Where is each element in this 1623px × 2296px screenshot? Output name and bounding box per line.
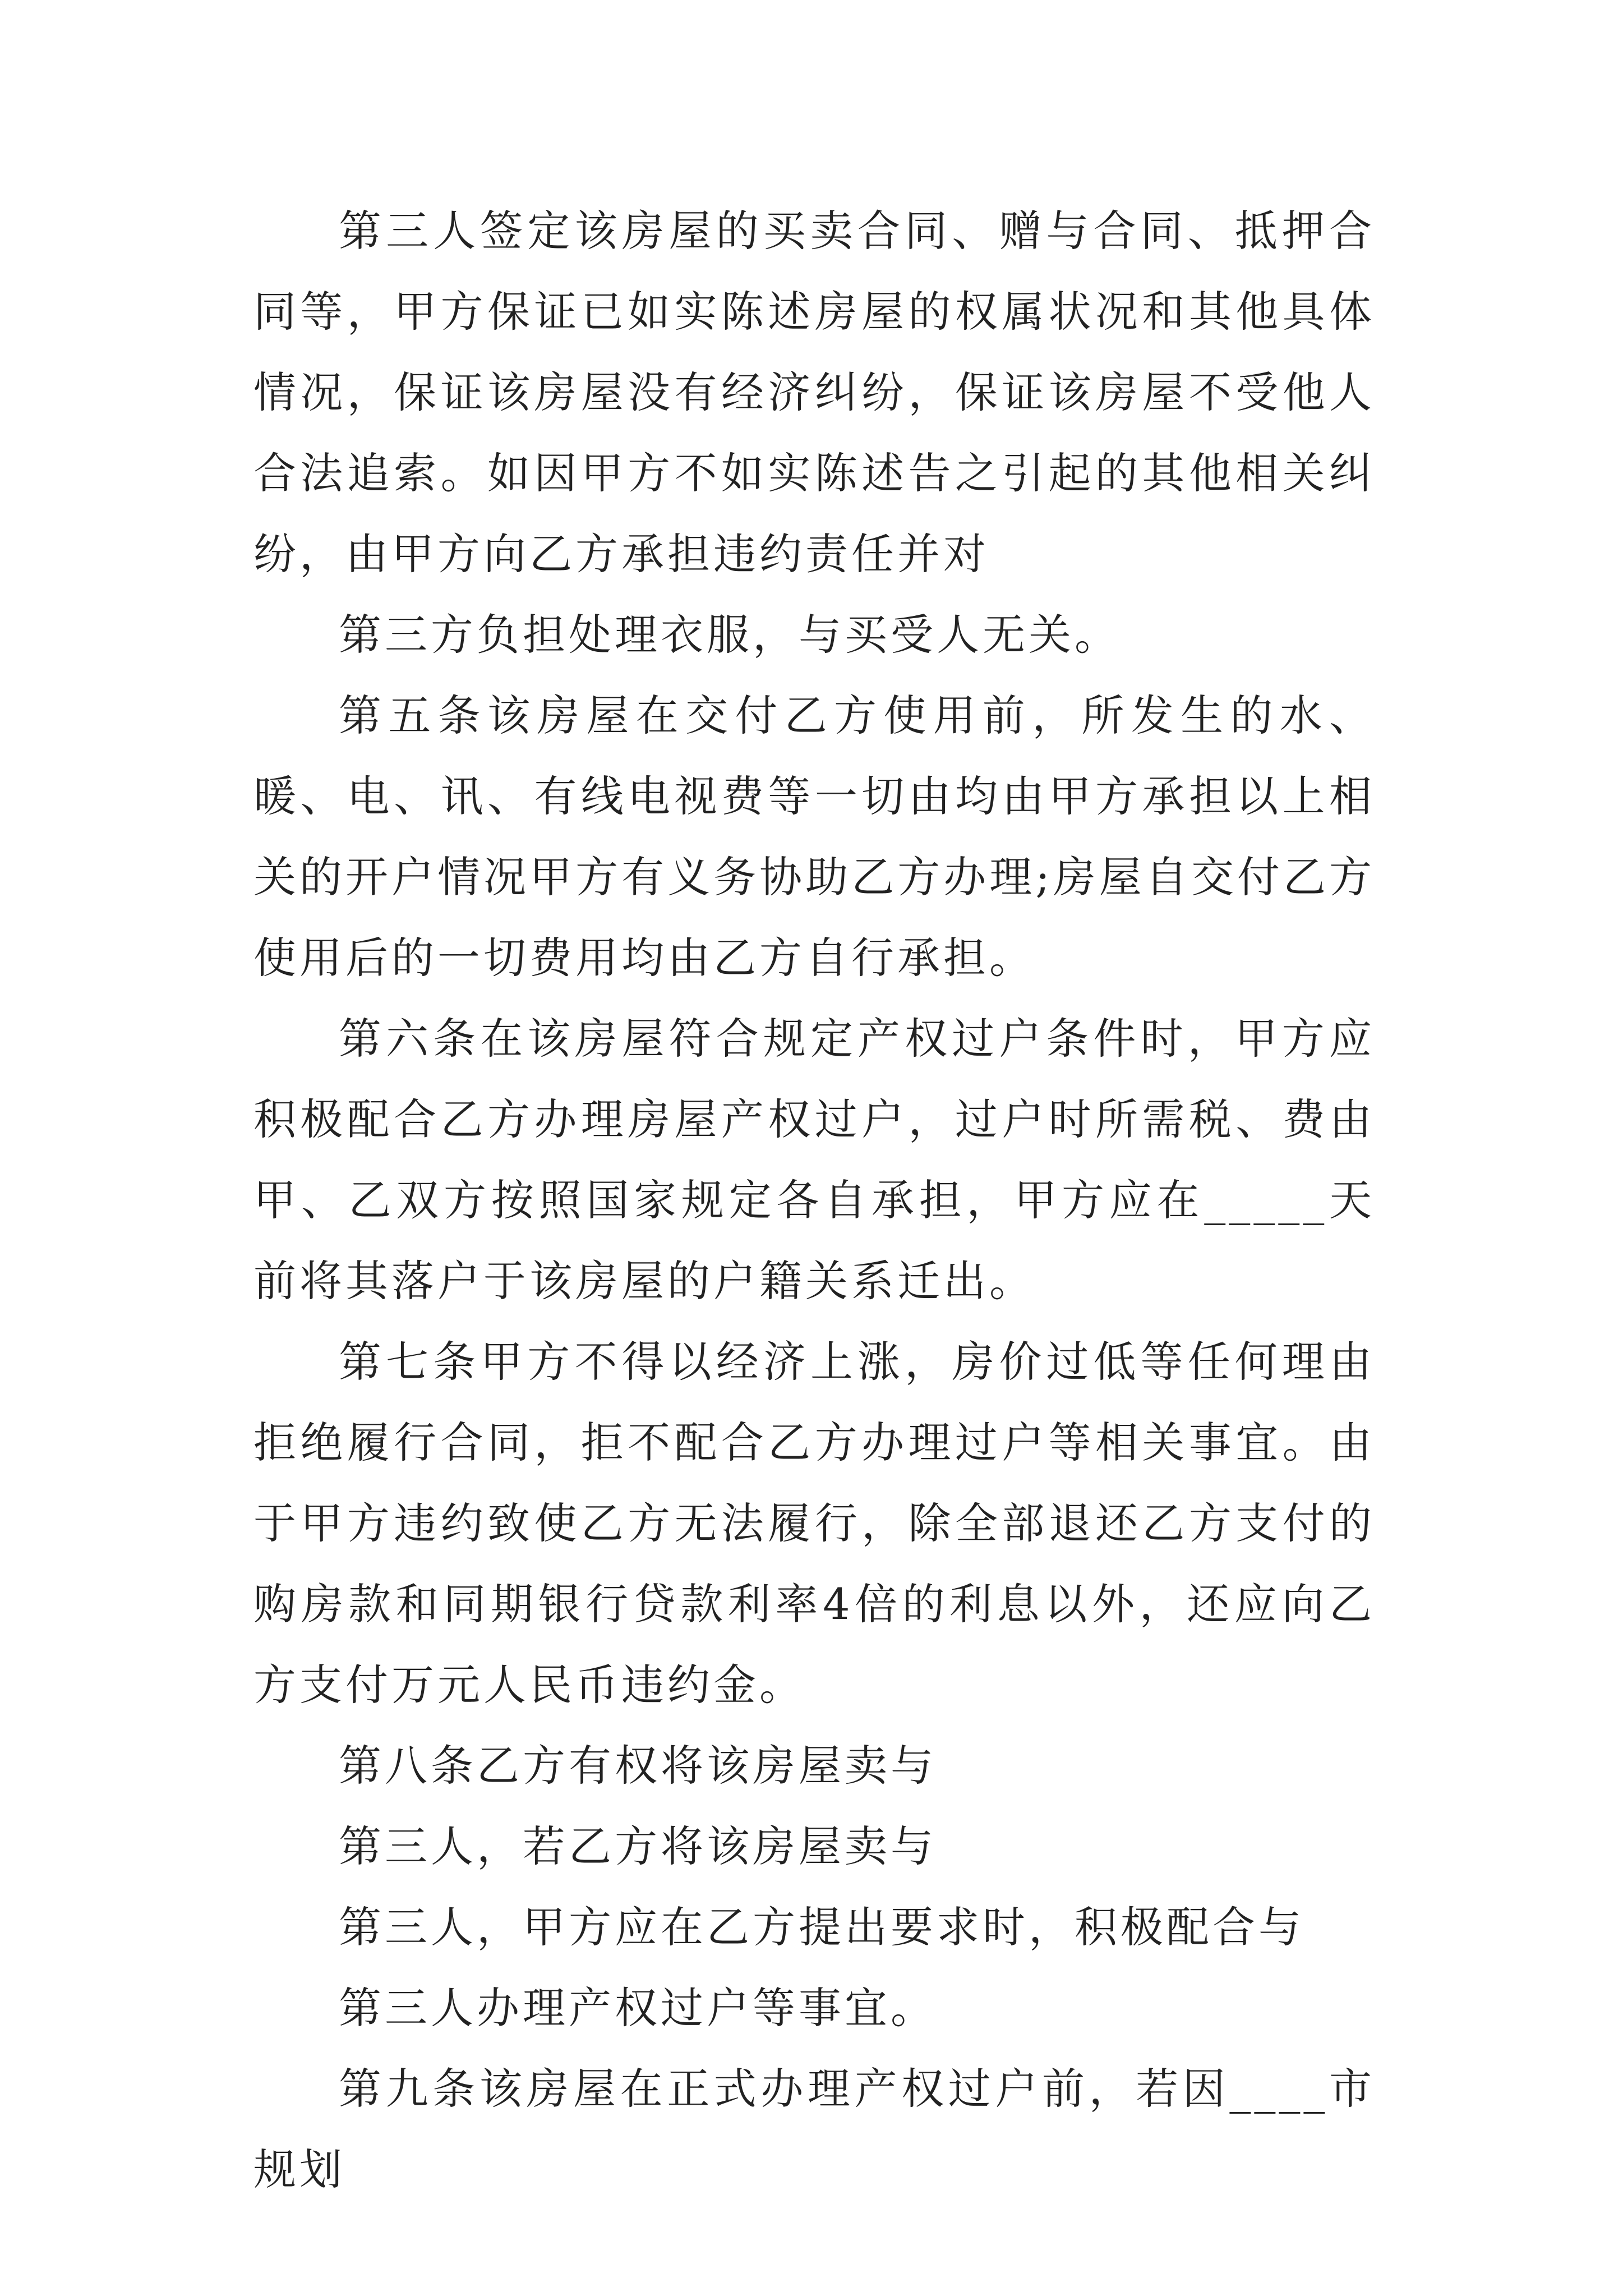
paragraph-1: 第三人签定该房屋的买卖合同、赠与合同、抵押合同等，甲方保证已如实陈述房屋的权属状况和其他具体情况，保证该房屋没有经济纠纷，保证该房屋不受他人合法追索。如因甲方不如实陈述告之引起的其他相关纠纷，由甲方向乙方承担违约责任并对	[253, 206, 1375, 579]
paragraph-4-article-6: 第六条在该房屋符合规定产权过户条件时，甲方应积极配合乙方办理房屋产权过户，过户时所需税、费由甲、乙双方按照国家规定各自承担，甲方应在_____天前将其落户于该房屋的户籍关系迁出。	[253, 1014, 1375, 1306]
paragraph-6-article-8: 第八条乙方有权将该房屋卖与	[339, 1741, 937, 1791]
paragraph-8: 第三人，甲方应在乙方提出要求时，积极配合与	[339, 1902, 1304, 1952]
paragraph-7: 第三人，若乙方将该房屋卖与	[339, 1821, 937, 1871]
paragraph-10-article-9: 第九条该房屋在正式办理产权过户前，若因____市规划	[253, 2064, 1375, 2194]
paragraph-5-article-7: 第七条甲方不得以经济上涨，房价过低等任何理由拒绝履行合同，拒不配合乙方办理过户等相关事宜。由于甲方违约致使乙方无法履行，除全部退还乙方支付的购房款和同期银行贷款利率4倍的利息以外，还应向乙方支付万元人民币违约金。	[253, 1337, 1375, 1710]
paragraph-9: 第三人办理产权过户等事宜。	[339, 1983, 937, 2033]
paragraph-2: 第三方负担处理衣服，与买受人无关。	[339, 610, 1121, 660]
paragraph-3-article-5: 第五条该房屋在交付乙方使用前，所发生的水、暖、电、讯、有线电视费等一切由均由甲方承担以上相关的开户情况甲方有义务协助乙方办理;房屋自交付乙方使用后的一切费用均由乙方自行承担。	[253, 691, 1375, 983]
contract-text-body	[253, 191, 1375, 2210]
